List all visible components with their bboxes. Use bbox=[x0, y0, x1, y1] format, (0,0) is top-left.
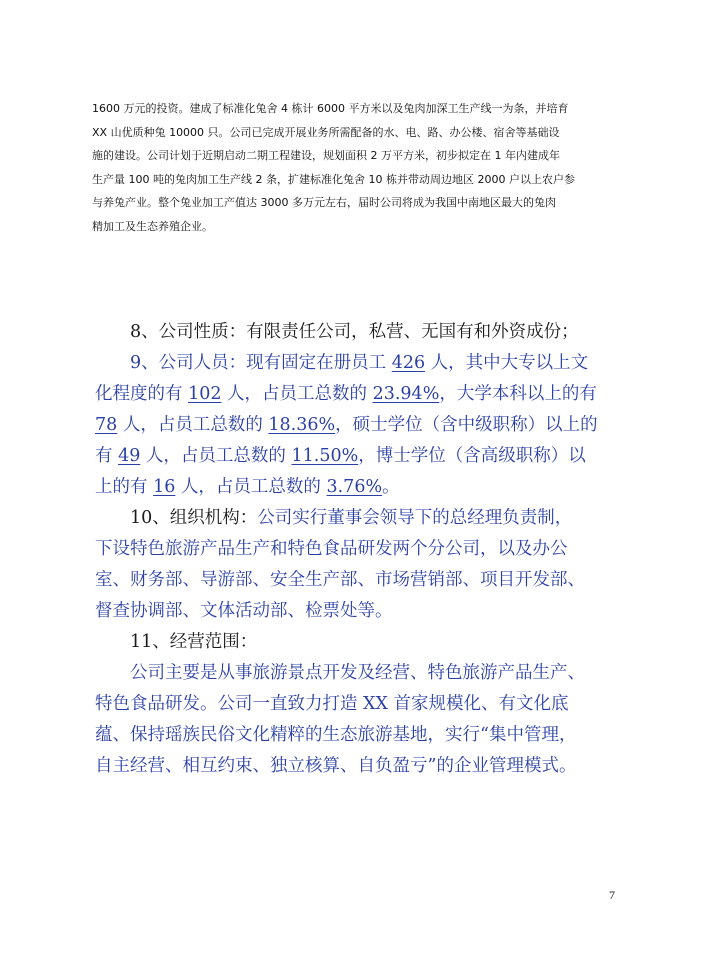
item-9-text: 人，占员工总数的 bbox=[140, 446, 292, 466]
main-body bbox=[95, 317, 625, 782]
doctor-count-value: 16 bbox=[153, 477, 176, 497]
staff-total-value: 426 bbox=[391, 353, 426, 373]
item-10-heading: 10、组织机构： bbox=[130, 508, 258, 528]
item-10-text: 公司实行董事会领导下的总经理负责制， bbox=[257, 508, 573, 528]
item-9-text: 有 bbox=[95, 446, 119, 466]
page-number: 7 bbox=[609, 888, 615, 902]
college-count-value: 102 bbox=[188, 384, 222, 404]
item-11-heading: 11、经营范围： bbox=[130, 632, 258, 652]
intro-line: 1600 万元的投资。建成了标准化兔舍 4 栋计 6000 平方米以及兔肉加深工生产线一为条，并培育 bbox=[92, 102, 569, 115]
item-11-line: 蕴、保持瑶族民俗文化精粹的生态旅游基地，实行“集中管理， bbox=[95, 725, 577, 745]
item-10-organization bbox=[95, 503, 625, 627]
item-10-line: 下设特色旅游产品生产和特色食品研发两个分公司，以及办公 bbox=[95, 539, 568, 559]
item-11-line: 公司主要是从事旅游景点开发及经营、特色旅游产品生产、 bbox=[130, 663, 585, 683]
intro-line: 精加工及生态养殖企业。 bbox=[92, 219, 213, 233]
item-10-line bbox=[95, 503, 625, 534]
item-11-business-scope bbox=[95, 627, 625, 782]
college-pct-value: 23.94% bbox=[372, 384, 440, 404]
item-8-company-nature: 8、公司性质：有限责任公司，私营、无国有和外资成份； bbox=[130, 322, 579, 342]
bachelor-pct-value: 18.36% bbox=[268, 415, 336, 435]
item-9-text: 上的有 bbox=[95, 477, 154, 497]
item-9-text: ，大学本科以上的有 bbox=[439, 384, 597, 404]
intro-line: 生产量 100 吨的兔肉加工生产线 2 条，扩建标准化兔舍 10 栋并带动周边地区 2000 户以上农户参 bbox=[92, 172, 575, 186]
item-9-text: 化程度的有 bbox=[95, 384, 189, 404]
item-9-line bbox=[95, 441, 625, 472]
item-9-text: 。 bbox=[382, 477, 400, 497]
item-9-line bbox=[95, 410, 625, 441]
item-9-text: 人，占员工总数的 bbox=[117, 415, 269, 435]
item-9-line bbox=[95, 472, 625, 503]
item-11-line: 特色食品研发。公司一直致力打造 XX 首家规模化、有文化底 bbox=[95, 694, 569, 714]
intro-paragraph bbox=[92, 97, 632, 238]
item-9-text: 9、公司人员：现有固定在册员工 bbox=[130, 353, 392, 373]
item-9-company-staff bbox=[95, 348, 625, 503]
intro-line: 与养兔产业。整个兔业加工产值达 3000 多万元左右，届时公司将成为我国中南地区最大的兔肉 bbox=[92, 196, 556, 209]
item-9-line bbox=[95, 348, 625, 379]
doctor-pct-value: 3.76% bbox=[326, 477, 383, 497]
bachelor-count-value: 78 bbox=[95, 415, 118, 435]
item-9-text: 人，占员工总数的 bbox=[221, 384, 373, 404]
item-9-text: ，硕士学位（含中级职称）以上的 bbox=[335, 415, 598, 435]
item-9-line bbox=[95, 379, 625, 410]
item-11-line: 自主经营、相互约束、独立核算、自负盈亏”的企业管理模式。 bbox=[95, 756, 577, 776]
item-9-text: ，博士学位（含高级职称）以 bbox=[358, 446, 586, 466]
item-9-text: 人，其中大专以上文 bbox=[425, 353, 589, 373]
item-10-line: 室、财务部、导游部、安全生产部、市场营销部、项目开发部、 bbox=[95, 570, 585, 590]
item-9-text: 人，占员工总数的 bbox=[175, 477, 327, 497]
intro-line: XX 山优质种兔 10000 只。公司已完成开展业务所需配备的水、电、路、办公楼、宿舍等基础设 bbox=[92, 125, 560, 139]
master-pct-value: 11.50% bbox=[291, 446, 359, 466]
intro-line: 施的建设。公司计划于近期启动二期工程建设，规划面积 2 万平方米，初步拟定在 1 年内建成年 bbox=[92, 149, 560, 162]
item-10-line: 督查协调部、文体活动部、检票处等。 bbox=[95, 601, 393, 621]
master-count-value: 49 bbox=[118, 446, 141, 466]
